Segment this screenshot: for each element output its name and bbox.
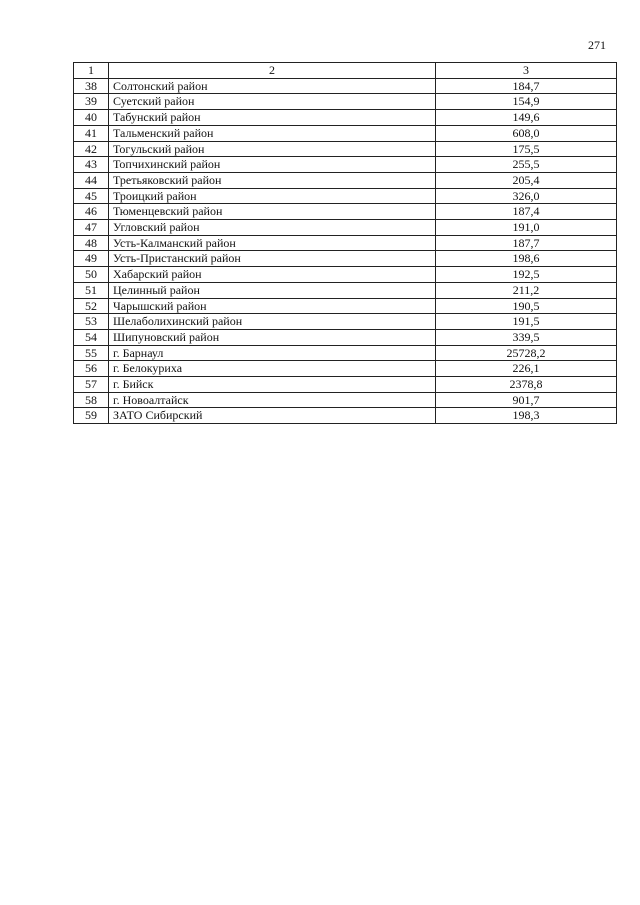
row-name: Угловский район xyxy=(109,220,436,236)
table-row xyxy=(74,125,617,141)
header-cell-value: 3 xyxy=(436,63,617,79)
row-name: Тальменский район xyxy=(109,125,436,141)
row-name: Шипуновский район xyxy=(109,329,436,345)
table-row xyxy=(74,157,617,173)
table-row xyxy=(74,188,617,204)
table-row xyxy=(74,345,617,361)
row-value: 187,4 xyxy=(436,204,617,220)
row-value: 339,5 xyxy=(436,329,617,345)
row-value: 191,0 xyxy=(436,220,617,236)
row-value: 901,7 xyxy=(436,392,617,408)
row-number: 51 xyxy=(74,282,109,298)
row-value: 190,5 xyxy=(436,298,617,314)
table-row xyxy=(74,251,617,267)
row-value: 184,7 xyxy=(436,78,617,94)
row-number: 47 xyxy=(74,220,109,236)
row-value: 2378,8 xyxy=(436,377,617,393)
row-number: 54 xyxy=(74,329,109,345)
row-value: 149,6 xyxy=(436,110,617,126)
data-table xyxy=(73,62,617,424)
row-value: 175,5 xyxy=(436,141,617,157)
row-number: 39 xyxy=(74,94,109,110)
row-value: 211,2 xyxy=(436,282,617,298)
row-name: Хабарский район xyxy=(109,267,436,283)
table-body xyxy=(74,63,617,424)
row-name: Усть-Пристанский район xyxy=(109,251,436,267)
row-name: Троицкий район xyxy=(109,188,436,204)
row-name: Тогульский район xyxy=(109,141,436,157)
row-value: 191,5 xyxy=(436,314,617,330)
row-number: 55 xyxy=(74,345,109,361)
row-value: 154,9 xyxy=(436,94,617,110)
table-row xyxy=(74,392,617,408)
row-value: 608,0 xyxy=(436,125,617,141)
row-number: 50 xyxy=(74,267,109,283)
table-row xyxy=(74,172,617,188)
table-row xyxy=(74,78,617,94)
row-name: Топчихинский район xyxy=(109,157,436,173)
row-number: 58 xyxy=(74,392,109,408)
row-value: 198,3 xyxy=(436,408,617,424)
table-row xyxy=(74,220,617,236)
row-number: 57 xyxy=(74,377,109,393)
row-number: 53 xyxy=(74,314,109,330)
row-number: 40 xyxy=(74,110,109,126)
table-row xyxy=(74,267,617,283)
table-header-row xyxy=(74,63,617,79)
row-number: 43 xyxy=(74,157,109,173)
header-cell-number: 1 xyxy=(74,63,109,79)
row-value: 326,0 xyxy=(436,188,617,204)
row-number: 52 xyxy=(74,298,109,314)
table-row xyxy=(74,282,617,298)
row-name: Тюменцевский район xyxy=(109,204,436,220)
page-number: 271 xyxy=(588,38,606,52)
table-row xyxy=(74,314,617,330)
table-row xyxy=(74,235,617,251)
row-number: 42 xyxy=(74,141,109,157)
row-name: г. Бийск xyxy=(109,377,436,393)
table-row xyxy=(74,377,617,393)
table-row xyxy=(74,298,617,314)
row-name: г. Новоалтайск xyxy=(109,392,436,408)
row-name: Целинный район xyxy=(109,282,436,298)
row-number: 56 xyxy=(74,361,109,377)
row-value: 187,7 xyxy=(436,235,617,251)
row-value: 255,5 xyxy=(436,157,617,173)
table-row xyxy=(74,361,617,377)
row-name: Чарышский район xyxy=(109,298,436,314)
row-name: Суетский район xyxy=(109,94,436,110)
row-number: 46 xyxy=(74,204,109,220)
row-name: Шелаболихинский район xyxy=(109,314,436,330)
row-name: Табунский район xyxy=(109,110,436,126)
row-value: 205,4 xyxy=(436,172,617,188)
row-name: Третьяковский район xyxy=(109,172,436,188)
table-row xyxy=(74,94,617,110)
table-row xyxy=(74,110,617,126)
row-value: 198,6 xyxy=(436,251,617,267)
row-value: 192,5 xyxy=(436,267,617,283)
row-number: 48 xyxy=(74,235,109,251)
row-number: 49 xyxy=(74,251,109,267)
row-value: 226,1 xyxy=(436,361,617,377)
row-name: Усть-Калманский район xyxy=(109,235,436,251)
row-number: 59 xyxy=(74,408,109,424)
table-row xyxy=(74,141,617,157)
row-value: 25728,2 xyxy=(436,345,617,361)
row-number: 38 xyxy=(74,78,109,94)
header-cell-name: 2 xyxy=(109,63,436,79)
row-name: г. Белокуриха xyxy=(109,361,436,377)
table-row xyxy=(74,408,617,424)
row-name: г. Барнаул xyxy=(109,345,436,361)
row-number: 41 xyxy=(74,125,109,141)
table-row xyxy=(74,204,617,220)
row-number: 44 xyxy=(74,172,109,188)
row-name: ЗАТО Сибирский xyxy=(109,408,436,424)
row-name: Солтонский район xyxy=(109,78,436,94)
row-number: 45 xyxy=(74,188,109,204)
table-row xyxy=(74,329,617,345)
